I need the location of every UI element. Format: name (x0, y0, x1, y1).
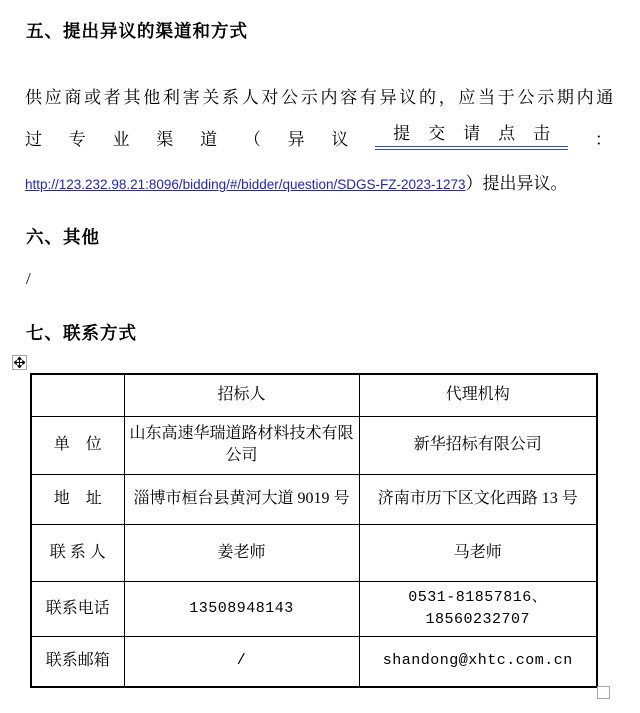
four-way-arrow-icon (14, 357, 25, 368)
cell-agency: 马老师 (359, 524, 597, 581)
table-row (31, 416, 597, 474)
cell-tenderer: 山东高速华瑞道路材料技术有限公司 (124, 416, 359, 474)
paragraph-char: 业 (112, 130, 130, 149)
paragraph-char: （ (243, 130, 261, 149)
paragraph-char: 道 (200, 130, 218, 149)
cell-label: 联系邮箱 (31, 636, 124, 687)
section6-content: / (26, 269, 31, 288)
paragraph-char: 议 (331, 130, 349, 149)
cell-tenderer: / (124, 636, 359, 687)
paragraph-colon: ： (594, 130, 612, 149)
table-header-row (31, 374, 597, 416)
header-cell-agency: 代理机构 (359, 374, 597, 416)
cell-tenderer: 淄博市桓台县黄河大道 9019 号 (124, 474, 359, 524)
contact-table (30, 373, 598, 688)
table-resize-icon[interactable] (597, 686, 610, 699)
cell-label: 单 位 (31, 416, 124, 474)
cell-label: 地 址 (31, 474, 124, 524)
cell-tenderer: 姜老师 (124, 524, 359, 581)
objection-url-link[interactable]: http://123.232.98.21:8096/bidding/#/bidder/question/SDGS-FZ-2023-1273 (25, 177, 466, 192)
table-row (31, 636, 597, 687)
cell-label: 联系电话 (31, 581, 124, 636)
link-char: 提 (393, 124, 411, 143)
paragraph-line3 (25, 169, 625, 194)
link-char: 点 (498, 124, 516, 143)
cell-agency: 0531-81857816、18560232707 (359, 581, 597, 636)
link-char: 请 (463, 124, 481, 143)
paragraph-line1: 供应商或者其他利害关系人对公示内容有异议的，应当于公示期内通 (25, 88, 616, 107)
cell-agency: 新华招标有限公司 (359, 416, 597, 474)
objection-submit-link[interactable] (375, 119, 568, 150)
link-char: 交 (428, 124, 446, 143)
table-move-icon[interactable] (12, 355, 27, 370)
header-cell-tenderer: 招标人 (124, 374, 359, 416)
paragraph-line2-justified (25, 119, 612, 150)
paragraph-char: 专 (68, 130, 86, 149)
section6-heading: 六、其他 (26, 227, 100, 247)
paragraph-line3-suffix: ）提出异议。 (465, 174, 568, 193)
paragraph-char: 过 (25, 130, 42, 149)
section5-heading: 五、提出异议的渠道和方式 (26, 21, 248, 41)
cell-label: 联 系 人 (31, 524, 124, 581)
cell-tenderer: 13508948143 (124, 581, 359, 636)
table-row (31, 474, 597, 524)
paragraph-char: 异 (287, 130, 305, 149)
table-row (31, 524, 597, 581)
section7-heading: 七、联系方式 (26, 323, 137, 343)
cell-agency: 济南市历下区文化西路 13 号 (359, 474, 597, 524)
link-char: 击 (533, 124, 551, 143)
paragraph-char: 渠 (156, 130, 174, 149)
table-row (31, 581, 597, 636)
header-cell-empty (31, 374, 124, 416)
cell-agency: shandong@xhtc.com.cn (359, 636, 597, 687)
